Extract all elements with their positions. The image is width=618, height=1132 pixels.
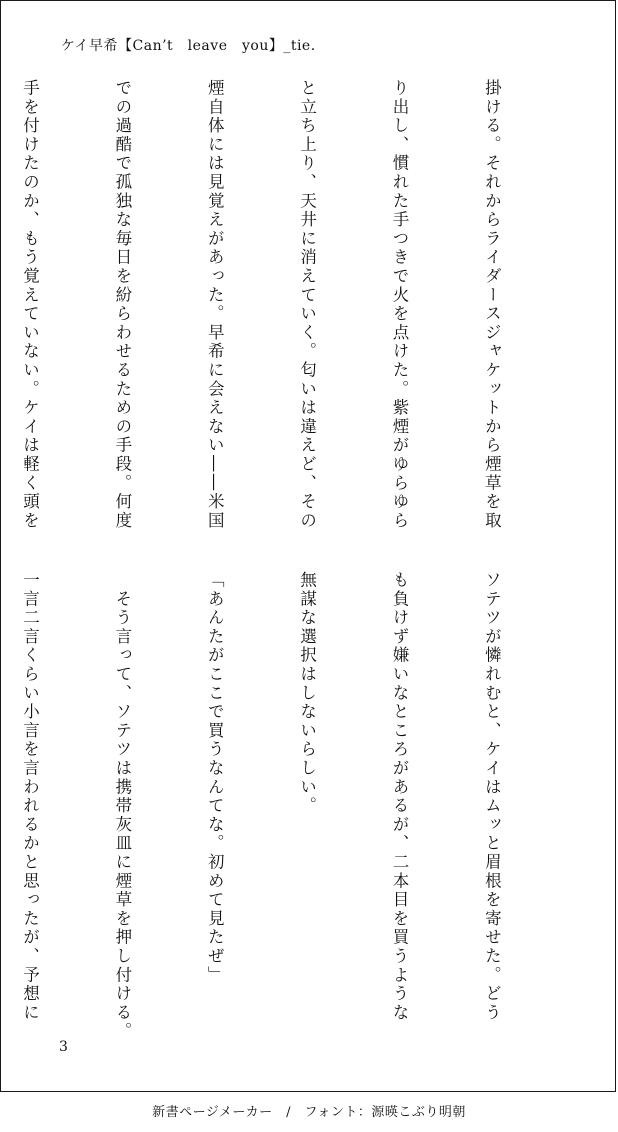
text-line: 一言二言くらい小言を言われるかと思ったが、予想に	[20, 571, 40, 1023]
running-header: ケイ早希【Can’t leave you】_tie.	[61, 38, 316, 54]
text-line: での過酷で孤独な毎日を紛らわせるための手段。何度	[112, 79, 132, 531]
text-line: 手を付けたのか、もう覚えていない。ケイは軽く頭を	[20, 79, 40, 531]
text-line: 無謀な選択はしないらしい。	[297, 571, 317, 816]
text-line: そう言って、ソテツは携帯灰皿に煙草を押し付ける。	[112, 571, 132, 1041]
text-line: ソテツが憐れむと、ケイはムッと眉根を寄せた。どう	[482, 571, 502, 1023]
page-number: 3	[59, 1039, 68, 1055]
text-line: 「あんたがここで買うなんてな。初めて見たぜ」	[205, 571, 225, 985]
footer-credit: 新書ページメーカー / フォント：源暎こぶり明朝	[152, 1105, 466, 1120]
text-line: り出し、慣れた手つきで火を点けた。紫煙がゆらゆら	[390, 79, 410, 531]
text-line: 煙自体には見覚えがあった。早希に会えない――米国	[205, 79, 225, 531]
text-block-top	[0, 79, 568, 539]
text-line: も負けず嫌いなところがあるが、二本目を買うような	[390, 571, 410, 1023]
text-line: 掛ける。それからライダースジャケットから煙草を取	[482, 79, 502, 531]
text-block-bottom	[0, 571, 568, 1041]
text-line: と立ち上り、天井に消えていく。匂いは違えど、その	[297, 79, 317, 531]
